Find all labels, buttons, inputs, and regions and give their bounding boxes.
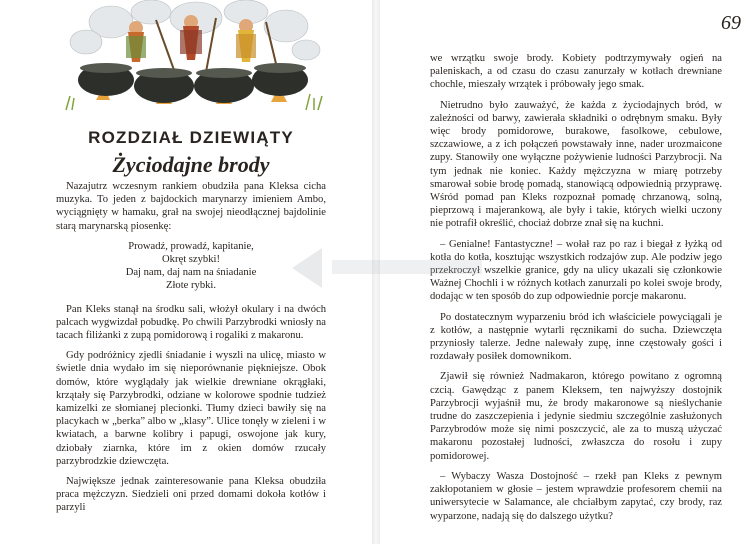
chapter-illustration <box>56 0 326 115</box>
left-column-text <box>56 180 326 522</box>
chapter-number: ROZDZIAŁ DZIEWIĄTY <box>88 128 294 147</box>
poem-line: Daj nam, daj nam na śniadanie <box>125 267 257 279</box>
watermark-logo <box>282 238 492 298</box>
paragraph: Po dostatecznym wyparzeniu bród ich właściciele powyciągali je z kotłów, a następnie wytarli ręcznikami do sucha. Dziewczęta przyniosły talerze. Jedne nalewały zupę, inne częstowały gości i rozdawały posiłek domownikom. <box>430 311 722 363</box>
chapter-title: Życiodajne brody <box>112 152 270 177</box>
poem-line: Okręt szybki! <box>162 254 220 266</box>
paragraph: Zjawił się również Nadmakaron, którego powitano z ogromną czcią. Gawędząc z panem Kleksem, ten najwyższy dostojnik Parzybrocji wyjaśnił mu, że brody makaronowe są nieślychanie trudne do zaszczepienia i jedynie siedmiu szczególnie zasłużonych Parzybrodów może się nimi poszczycić, ale za to muszą użyczać makaronu pozostałej ludności, zwłaszcza do rosołu i zupy pomidorowej. <box>430 371 722 462</box>
page-number: 69 <box>721 12 741 34</box>
chapter-heading <box>56 128 326 178</box>
poem-line: Prowadź, prowadź, kapitanie, <box>128 240 254 252</box>
poem-line: Złote rybki. <box>165 280 216 292</box>
paragraph: Pan Kleks stanął na środku sali, włożył okulary i na dwóch palcach wygwizdał pobudkę. Po chwili Parzybrodki wniosły na tacach filiżanki z zupą pomidorową i rogaliki z makaronu. <box>56 303 326 342</box>
paragraph: Nietrudno było zauważyć, że każda z życiodajnych bród, w zależności od barwy, zawierała składniki o odrębnym smaku. Były więc brody pomidorowe, burakowe, fasolkowe, cebulowe, szczawiowe, a z ich połączeń powstawały inne, nader urozmaicone zupy. Stanowiły one wyłączne pożywienie ludności Parzybrocji. Na tym jednak nie koniec. Każdy mężczyzna w miarę potrzeby smarował sobie brodę pomadą, stanowiącą odpowiednią przyprawę. Wśród pomad pan Kleks rozpoznał pomadę chrzanową, solną, pieprzową i majerankową, ale były i takie, których wielki uczony nie potrafił określić, chociaż dobrze znał się na kuchni. <box>430 99 722 230</box>
paragraph: Największe jednak zainteresowanie pana Kleksa obudziła praca mężczyzn. Siedzieli oni przed domami dokoła kotłów i parzyli <box>56 476 326 514</box>
paragraph: Nazajutrz wczesnym rankiem obudziła pana Kleksa cicha muzyka. To jeden z bajdockich marynarzy imieniem Ambo, wyciągnięty w hamaku, grał na swojej nieodłącznej bajdolinie starą marynarską piosenkę: <box>56 181 326 232</box>
paragraph: Gdy podróżnicy zjedli śniadanie i wyszli na ulicę, miasto w świetle dnia wydało im się nieporównanie piękniejsze. Obok domów, które wyglądały jak wielkie drewniane okrągłaki, krzątały się Parzybrodki, odziane w kolorowe spodnie tudzież kamizelki ze słomianej plecionki. Tłumy dzieci bawiły się na placykach w „berka” albo w „klasy”. Ulice tonęły w zieleni i w kwiatach, a barwne kolibry i papugi, oswojone jak kury, dziobały ziarnka, które im z okien domów rzucały parzybrodzkie dziewczęta. <box>56 350 326 467</box>
paragraph: we wrzątku swoje brody. Kobiety podtrzymywały ogień na paleniskach, a od czasu do czasu zanurzały w kotłach drewniane chochle, mieszały wrzątek i próbowały jego smak. <box>430 53 722 91</box>
paragraph: – Wybaczy Wasza Dostojność – rzekł pan Kleks z pewnym zakłopotaniem w głosie – jestem wprawdzie profesorem chemii na uniwersytecie w Salamance, ale chciałbym zapytać, czy brody, raz wyparzone, nadają się do dalszego użytku? <box>430 470 722 522</box>
paragraph: – Genialne! Fantastyczne! – wołał raz po raz i biegał z łyżką od kotła do kotła, kosztując wszystkich rodzajów zup. Ale podziw jego przekroczył wszelkie granice, gdy na ulicy ukazali się członkowie Ważnej Chochli i w różnych kotłach zanurzali po kolei swoje brody, dodając w ten sposób do zup odpowiednie porcje makaronu. <box>430 238 722 303</box>
